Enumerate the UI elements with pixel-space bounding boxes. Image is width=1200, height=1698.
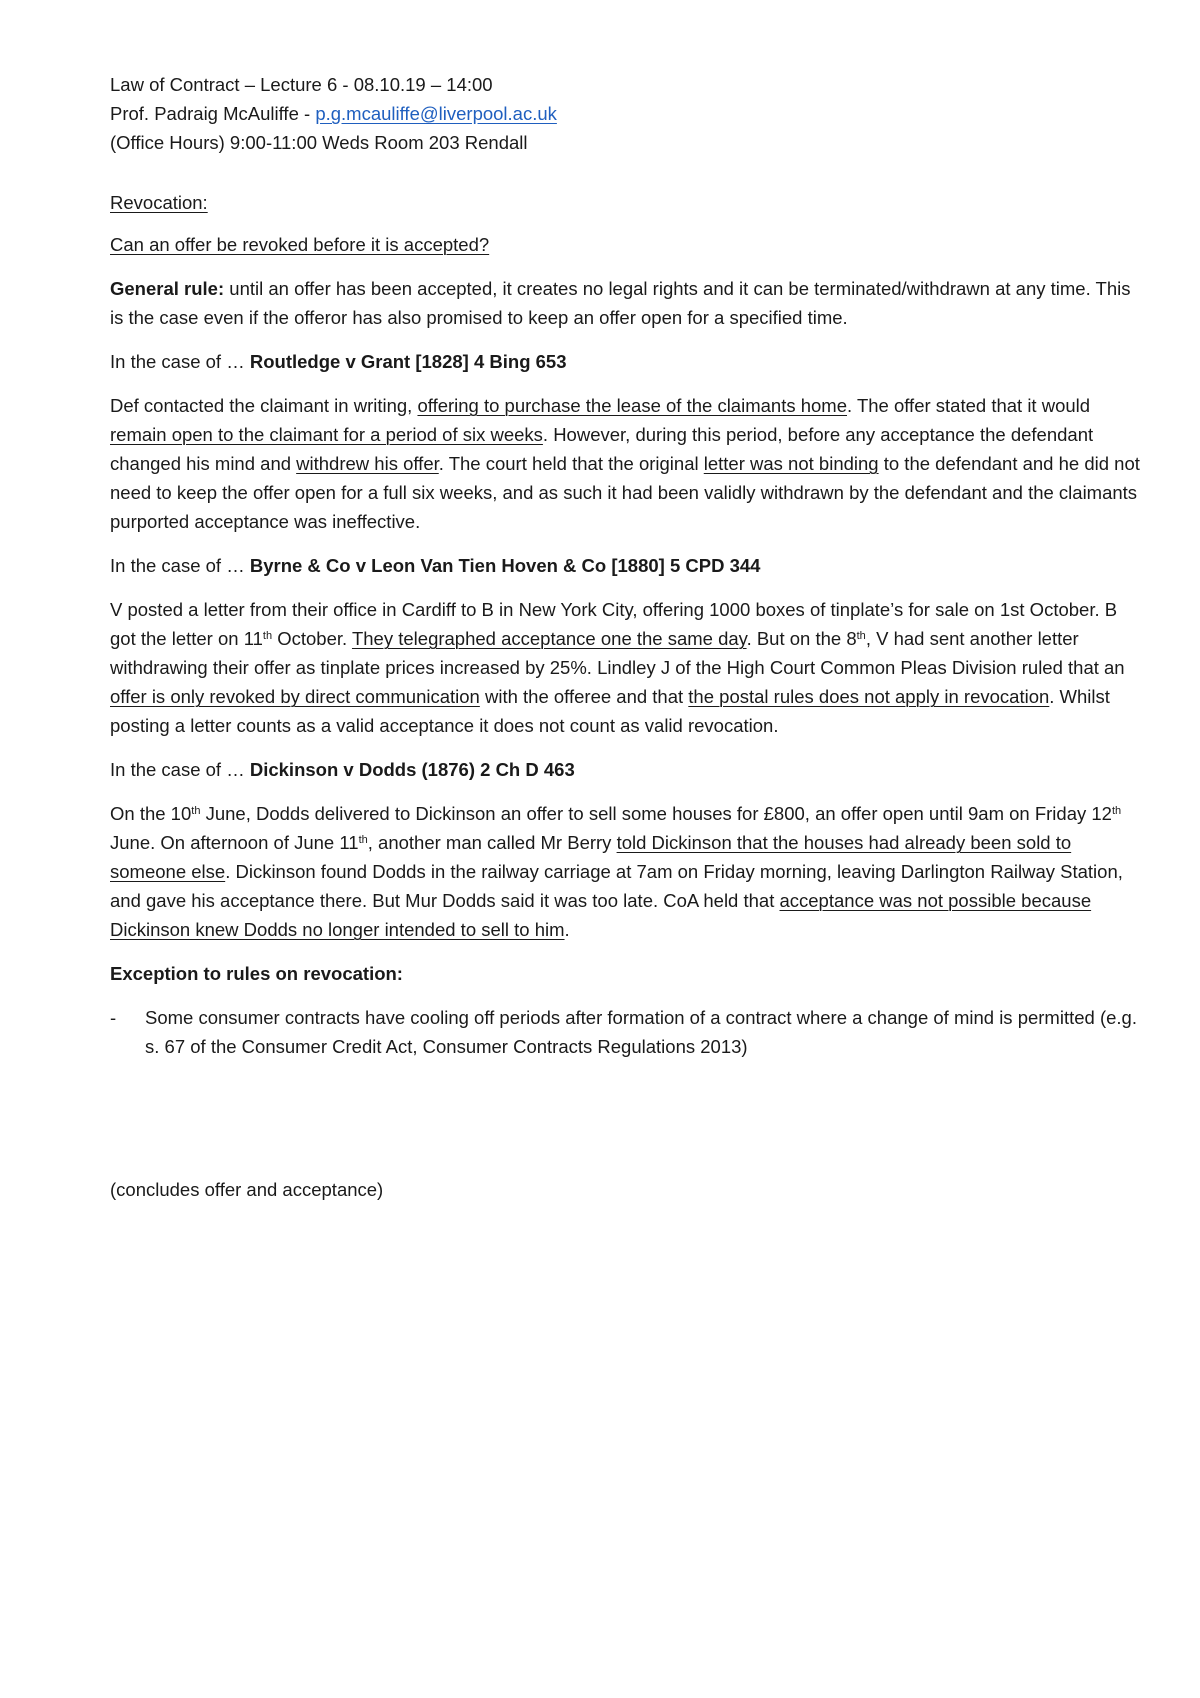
underlined-text: remain open to the claimant for a period of six weeks <box>110 424 543 445</box>
text-run: . <box>564 919 570 940</box>
general-rule-label: General rule: <box>110 278 225 299</box>
general-rule-text: until an offer has been accepted, it creates no legal rights and it can be terminated/withdrawn at any time. This is the case even if the offeror has also promised to keep an offer open for a specified time. <box>110 278 1131 328</box>
underlined-text: acceptance was not possible because Dickinson knew Dodds no longer intended to sell to him <box>110 890 1092 940</box>
exception-heading: Exception to rules on revocation: <box>110 963 403 984</box>
lecturer-line <box>110 99 1140 128</box>
text-run: . Dickinson found Dodds in the railway carriage at 7am on Friday morning, leaving Darlington Railway Station, and gave his acceptance there. But Mur Dodds said it was too late. CoA held that <box>110 861 1123 911</box>
text-run: On the 10 <box>110 803 192 824</box>
text-run: to the defendant and he did not need to keep the offer open for a full six weeks, and as such it had been validly withdrawn by the defendant and the claimants purported acceptance was ineffective. <box>110 453 1140 532</box>
text-run: . However, during this period, before any acceptance the defendant changed his mind and <box>110 424 1094 474</box>
section-question: Can an offer be revoked before it is accepted? <box>110 234 490 255</box>
text-run: . Whilst posting a letter counts as a valid acceptance it does not count as valid revocation. <box>110 686 1110 736</box>
underlined-text: offer is only revoked by direct communication <box>110 686 480 707</box>
case-title: Dickinson v Dodds (1876) 2 Ch D 463 <box>249 759 575 780</box>
case-heading-byrne <box>110 551 1140 580</box>
lecture-title: Law of Contract – Lecture 6 - 08.10.19 – 14:00 <box>110 74 493 95</box>
text-run: Def contacted the claimant in writing, <box>110 395 418 416</box>
lecture-header <box>110 70 1140 157</box>
text-run: June, Dodds delivered to Dickinson an offer to sell some houses for £800, an offer open until 9am on Friday 12 <box>200 803 1112 824</box>
text-run: . The offer stated that it would <box>847 395 1091 416</box>
ordinal-suffix: th <box>191 805 201 817</box>
case-heading-dickinson <box>110 755 1140 784</box>
office-hours: (Office Hours) 9:00-11:00 Weds Room 203 Rendall <box>110 132 528 153</box>
text-run: October. <box>272 628 352 649</box>
case-title: Routledge v Grant [1828] 4 Bing 653 <box>249 351 567 372</box>
case-heading-routledge <box>110 347 1140 376</box>
text-run: . But on the 8 <box>746 628 857 649</box>
ordinal-suffix: th <box>1111 805 1122 817</box>
text-run: , V had sent another letter withdrawing their offer as tinplate prices increased by 25%. Lindley J of the High Court Common Pleas Division ruled that an <box>110 628 1125 678</box>
underlined-text: letter was not binding <box>703 453 879 474</box>
text-run: , another man called Mr Berry <box>367 832 617 853</box>
case-prefix: In the case of … <box>110 351 250 372</box>
lecturer-name: Prof. Padraig McAuliffe - <box>110 103 316 124</box>
general-rule <box>110 274 1140 332</box>
list-bullet: - <box>110 1007 117 1028</box>
case-body-byrne <box>110 595 1140 740</box>
case-prefix: In the case of … <box>110 555 250 576</box>
exception-item-text: Some consumer contracts have cooling off periods after formation of a contract where a change of mind is permitted (e.g. s. 67 of the Consumer Credit Act, Consumer Contracts Regulations 2013) <box>145 1007 1137 1057</box>
case-body-dickinson <box>110 799 1140 944</box>
underlined-text: offering to purchase the lease of the claimants home <box>417 395 847 416</box>
email-link[interactable]: p.g.mcauliffe@liverpool.ac.uk <box>315 103 557 124</box>
text-run: June. On afternoon of June 11 <box>110 832 359 853</box>
section-heading: Revocation: <box>110 192 208 213</box>
exception-list-item <box>110 1003 1140 1061</box>
underlined-text: They telegraphed acceptance one the same day <box>351 628 747 649</box>
case-title: Byrne & Co v Leon Van Tien Hoven & Co [1880] 5 CPD 344 <box>249 555 761 576</box>
ordinal-suffix: th <box>856 630 866 642</box>
text-run: with the offeree and that <box>479 686 689 707</box>
case-prefix: In the case of … <box>110 759 250 780</box>
concluding-note: (concludes offer and acceptance) <box>110 1179 384 1200</box>
underlined-text: the postal rules does not apply in revocation <box>688 686 1050 707</box>
text-run: V posted a letter from their office in Cardiff to B in New York City, offering 1000 boxes of tinplate’s for sale on 1st October. B got the letter on 11 <box>110 599 1118 649</box>
ordinal-suffix: th <box>262 630 273 642</box>
ordinal-suffix: th <box>358 834 368 846</box>
text-run: . The court held that the original <box>438 453 704 474</box>
document-page <box>110 70 1140 1219</box>
underlined-text: told Dickinson that the houses had already been sold to someone else <box>110 832 1072 882</box>
case-body-routledge <box>110 391 1140 536</box>
underlined-text: withdrew his offer <box>296 453 439 474</box>
